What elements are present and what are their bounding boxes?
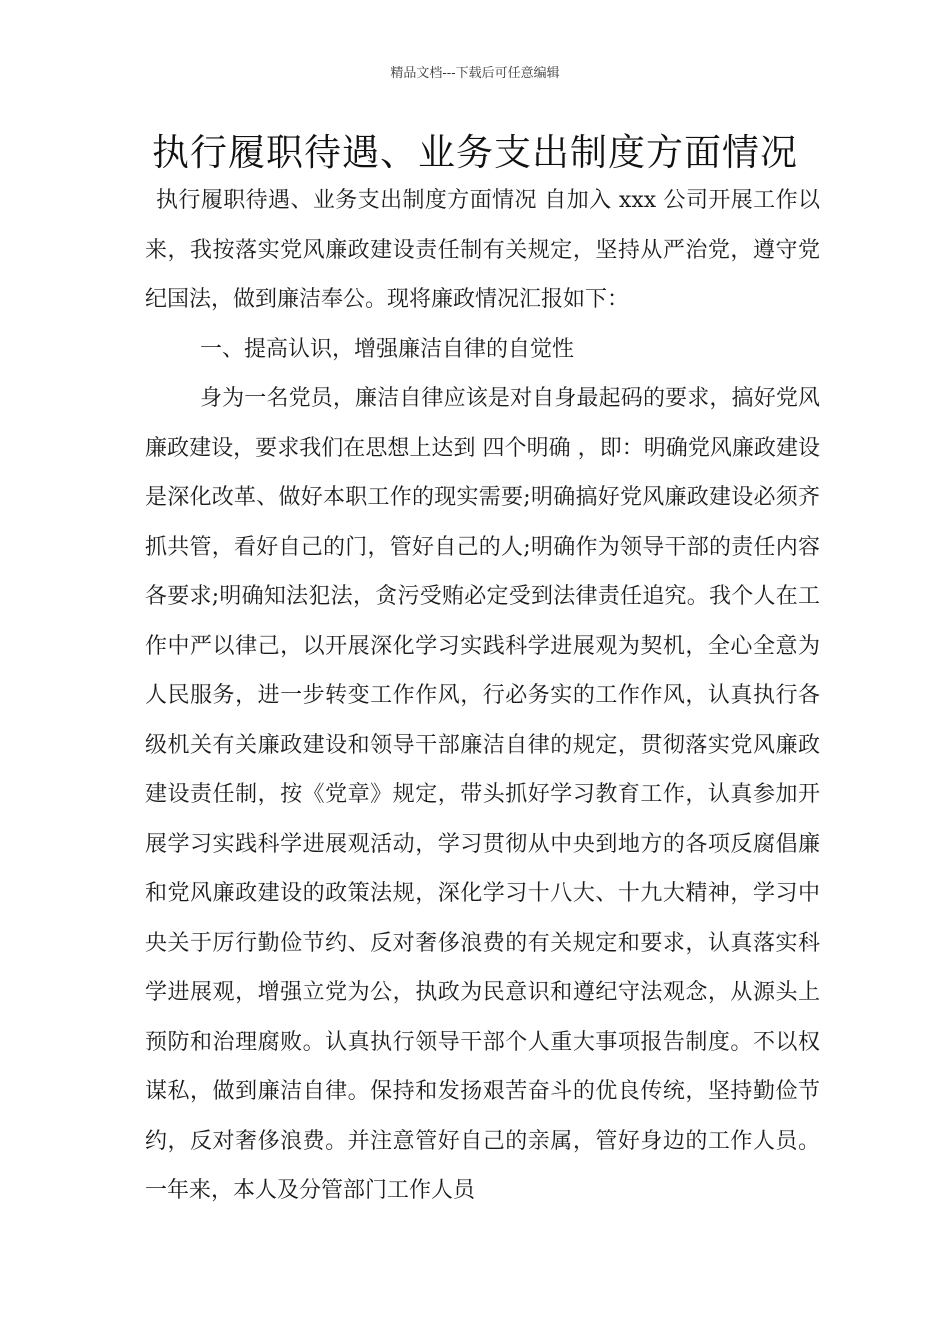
document-title: 执行履职待遇、业务支出制度方面情况 xyxy=(152,131,798,174)
paragraph-body: 身为一名党员，廉洁自律应该是对自身最起码的要求，搞好党风廉政建设，要求我们在思想上达到 四个明确 ，即：明确党风廉政建设是深化改革、做好本职工作的现实需要;明确搞好党风廉政建设必须齐抓共管，看好自己的门，管好自己的人;明确作为领导干部的责任内容各要求;明确知法犯法，贪污受贿必定受到法律责任追究。我个人在工作中严以律己，以开展深化学习实践科学进展观为契机，全心全意为人民服务，进一步转变工作作风，行必务实的工作作风，认真执行各级机关有关廉政建设和领导干部廉洁自律的规定，贯彻落实党风廉政建设责任制，按《党章》规定，带头抓好学习教育工作，认真参加开展学习实践科学进展观活动，学习贯彻从中央到地方的各项反腐倡廉和党风廉政建设的政策法规，深化学习十八大、十九大精神，学习中央关于厉行勤俭节约、反对奢侈浪费的有关规定和要求，认真落实科学进展观，增强立党为公，执政为民意识和遵纪守法观念，从源头上预防和治理腐败。认真执行领导干部个人重大事项报告制度。不以权谋私，做到廉洁自律。保持和发扬艰苦奋斗的优良传统，坚持勤俭节约，反对奢侈浪费。并注意管好自己的亲属，管好身边的工作人员。一年来，本人及分管部门工作人员 xyxy=(145,386,820,1203)
document-body xyxy=(145,176,820,1216)
section-heading: 一、提高认识，增强廉洁自律的自觉性 xyxy=(200,336,575,362)
paragraph-intro: 执行履职待遇、业务支出制度方面情况 自加入 xxx 公司开展工作以来，我按落实党风廉政建设责任制有关规定，坚持从严治党，遵守党纪国法，做到廉洁奉公。现将廉政情况汇报如下： xyxy=(145,188,820,312)
page-header: 精品文档---下载后可任意编辑 xyxy=(390,66,560,81)
